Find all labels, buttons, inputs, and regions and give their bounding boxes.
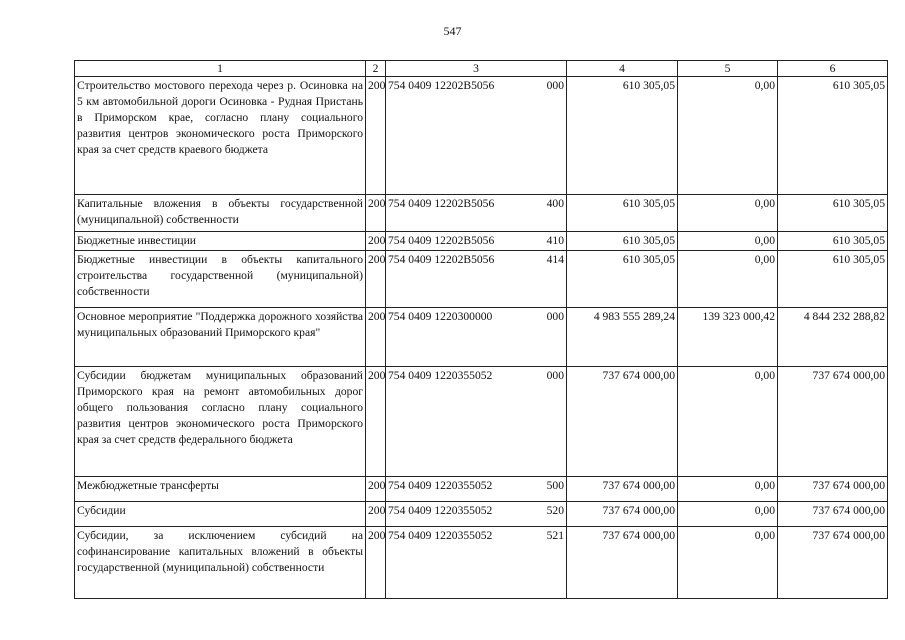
row-col6: 610 305,05 (778, 195, 888, 232)
row-col6: 737 674 000,00 (778, 502, 888, 527)
column-header-2: 2 (366, 61, 386, 77)
table-row (75, 477, 888, 502)
row-col5: 0,00 (678, 251, 778, 308)
row-col6: 4 844 232 288,82 (778, 308, 888, 367)
row-col6: 610 305,05 (778, 251, 888, 308)
row-code: 754 0409 12202B5056 (388, 79, 495, 92)
row-code: 754 0409 12202B5056 (388, 234, 495, 247)
row-col5: 0,00 (678, 477, 778, 502)
row-col5: 0,00 (678, 232, 778, 251)
row-col6: 737 674 000,00 (778, 367, 888, 477)
row-code: 754 0409 12202B5056 (388, 197, 495, 210)
row-code-cell (386, 308, 567, 367)
table-row (75, 195, 888, 232)
row-col6: 610 305,05 (778, 77, 888, 195)
row-name: Капитальные вложения в объекты государственной (муниципальной) собственности (75, 195, 366, 232)
row-name: Субсидии (75, 502, 366, 527)
row-col5: 0,00 (678, 77, 778, 195)
row-name: Межбюджетные трансферты (75, 477, 366, 502)
table-row (75, 77, 888, 195)
row-code-cell (386, 195, 567, 232)
row-vr: 400 (546, 197, 564, 210)
column-header-5: 5 (678, 61, 778, 77)
row-col4: 4 983 555 289,24 (567, 308, 678, 367)
row-code: 754 0409 1220355052 (388, 369, 493, 382)
table-row (75, 502, 888, 527)
row-vr: 414 (546, 253, 564, 266)
row-col4: 610 305,05 (567, 195, 678, 232)
row-vr: 410 (546, 234, 564, 247)
row-col2: 200 (366, 527, 386, 599)
row-col5: 0,00 (678, 367, 778, 477)
table-row (75, 232, 888, 251)
row-col4: 737 674 000,00 (567, 477, 678, 502)
row-vr: 520 (546, 504, 564, 517)
row-col2: 200 (366, 502, 386, 527)
row-col4: 737 674 000,00 (567, 367, 678, 477)
row-name: Бюджетные инвестиции в объекты капитального строительства государственной (муниципальной) собственности (75, 251, 366, 308)
row-col6: 737 674 000,00 (778, 477, 888, 502)
row-code-cell (386, 251, 567, 308)
row-col4: 610 305,05 (567, 251, 678, 308)
row-code: 754 0409 1220355052 (388, 529, 493, 542)
row-vr: 000 (546, 310, 564, 323)
row-col5: 0,00 (678, 195, 778, 232)
row-col5: 0,00 (678, 502, 778, 527)
row-col2: 200 (366, 195, 386, 232)
row-col6: 737 674 000,00 (778, 527, 888, 599)
row-col5: 0,00 (678, 527, 778, 599)
row-col2: 200 (366, 308, 386, 367)
row-col4: 610 305,05 (567, 77, 678, 195)
row-code-cell (386, 77, 567, 195)
column-header-4: 4 (567, 61, 678, 77)
row-col2: 200 (366, 367, 386, 477)
row-name: Бюджетные инвестиции (75, 232, 366, 251)
row-vr: 000 (546, 369, 564, 382)
row-code-cell (386, 502, 567, 527)
row-code-cell (386, 367, 567, 477)
header-row (75, 61, 888, 77)
row-name: Строительство мостового перехода через р. Осиновка на 5 км автомобильной дороги Осиновка - Рудная Пристань в Приморском крае, согласно плану социального развития центров экономического роста Приморского края за счет средств краевого бюджета (75, 77, 366, 195)
row-vr: 500 (546, 479, 564, 492)
row-code-cell (386, 232, 567, 251)
table-row (75, 367, 888, 477)
row-name: Субсидии, за исключением субсидий на софинансирование капитальных вложений в объекты государственной (муниципальной) собственности (75, 527, 366, 599)
row-vr: 000 (546, 79, 564, 92)
row-col2: 200 (366, 477, 386, 502)
row-code: 754 0409 1220355052 (388, 504, 493, 517)
row-col4: 737 674 000,00 (567, 502, 678, 527)
row-code-cell (386, 527, 567, 599)
row-vr: 521 (546, 529, 564, 542)
row-col6: 610 305,05 (778, 232, 888, 251)
column-header-1: 1 (75, 61, 366, 77)
row-name: Субсидии бюджетам муниципальных образований Приморского края на ремонт автомобильных дорог общего пользования согласно плану социального развития центров экономического роста Приморского края за счет средств федерального бюджета (75, 367, 366, 477)
row-code-cell (386, 477, 567, 502)
table-row (75, 251, 888, 308)
column-header-6: 6 (778, 61, 888, 77)
row-code: 754 0409 12202B5056 (388, 253, 495, 266)
budget-table (74, 60, 888, 599)
row-col2: 200 (366, 232, 386, 251)
row-col5: 139 323 000,42 (678, 308, 778, 367)
row-col2: 200 (366, 77, 386, 195)
row-code: 754 0409 1220355052 (388, 479, 493, 492)
column-header-3: 3 (386, 61, 567, 77)
table-row (75, 527, 888, 599)
row-col4: 610 305,05 (567, 232, 678, 251)
row-name: Основное мероприятие "Поддержка дорожного хозяйства муниципальных образований Приморского края" (75, 308, 366, 367)
row-code: 754 0409 1220300000 (388, 310, 493, 323)
page-number: 547 (443, 24, 462, 38)
row-col4: 737 674 000,00 (567, 527, 678, 599)
row-col2: 200 (366, 251, 386, 308)
table-row (75, 308, 888, 367)
